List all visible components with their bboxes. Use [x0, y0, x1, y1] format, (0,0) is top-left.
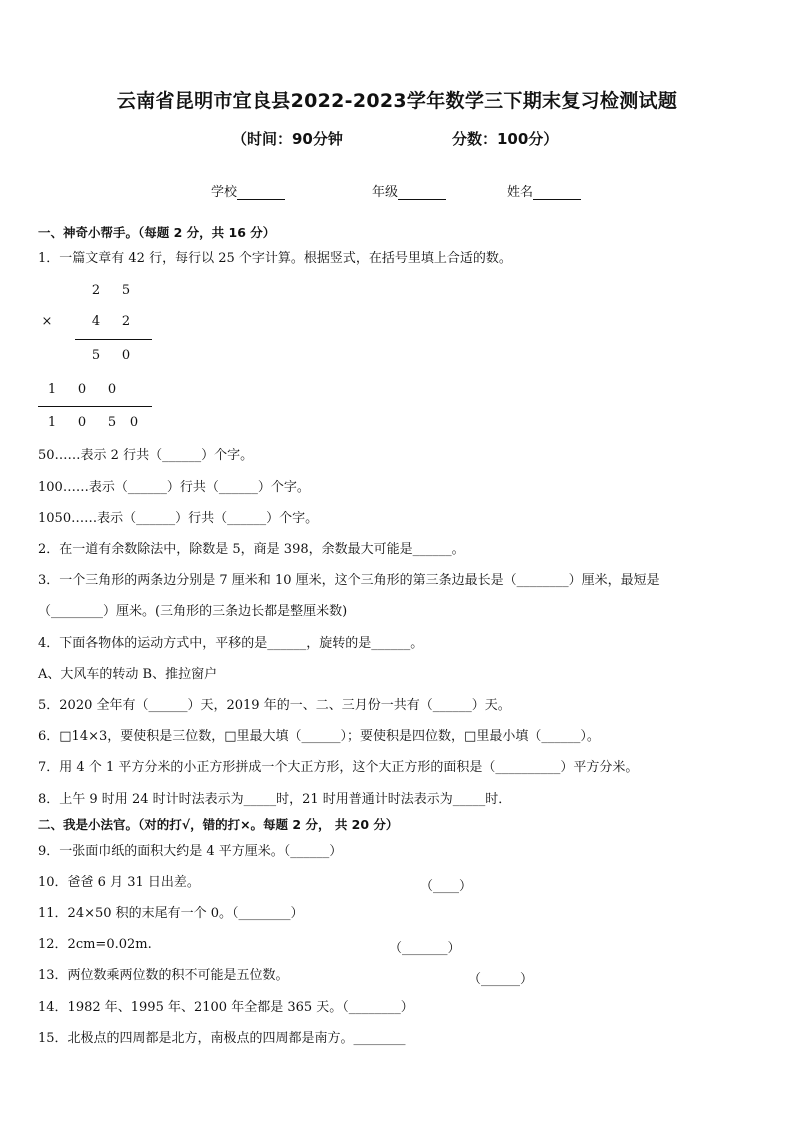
grade-label: 年级: [372, 185, 399, 200]
q12-text: 12．2cm=0.02m.: [38, 937, 152, 952]
calc-digit: 2: [91, 283, 101, 298]
q1-line2[interactable]: 100……表示（______）行共（______）个字。: [38, 480, 310, 495]
school-label: 学校: [211, 185, 238, 200]
q1-line3[interactable]: 1050……表示（______）行共（______）个字。: [38, 511, 319, 526]
q11-text[interactable]: 11．24×50 积的末尾有一个 0。（________）: [38, 906, 304, 921]
name-field[interactable]: [507, 181, 581, 200]
grade-field[interactable]: [372, 181, 446, 200]
calc-digit: 0: [121, 348, 131, 363]
q15-text[interactable]: 15．北极点的四周都是北方，南极点的四周都是南方。________: [38, 1031, 406, 1046]
name-blank[interactable]: [533, 187, 581, 200]
q1-line1[interactable]: 50……表示 2 行共（______）个字。: [38, 448, 254, 463]
exam-time: （时间：90分钟: [232, 130, 343, 148]
q2-text[interactable]: 2．在一道有余数除法中，除数是 5，商是 398，余数最大可能是______。: [38, 542, 465, 557]
calc-rule: [38, 406, 152, 407]
q6-text[interactable]: 6．□14×3，要使积是三位数，□里最大填（______）；要使积是四位数，□里最小填（______）。: [38, 729, 600, 744]
calc-digit: 5: [91, 348, 101, 363]
q5-text[interactable]: 5．2020 全年有（______）天，2019 年的一、二、三月份一共有（______）天。: [38, 698, 511, 713]
times-sign: ×: [41, 314, 53, 329]
section1-title: 一、神奇小帮手。（每题 2 分，共 16 分）: [38, 225, 276, 240]
q13-text: 13．两位数乘两位数的积不可能是五位数。: [38, 968, 289, 983]
q4-line2: A、大风车的转动 B、推拉窗户: [38, 667, 218, 682]
q8-text[interactable]: 8．上午 9 时用 24 时计时法表示为_____时，21 时用普通计时法表示为_____时．: [38, 792, 512, 807]
q1-text: 1．一篇文章有 42 行，每行以 25 个字计算。根据竖式，在括号里填上合适的数。: [38, 251, 512, 266]
q3-line1[interactable]: 3．一个三角形的两条边分别是 7 厘米和 10 厘米，这个三角形的第三条边最长是（________）厘米，最短是: [38, 573, 660, 588]
section2-title: 二、我是小法官。（对的打√，错的打×。每题 2 分， 共 20 分）: [38, 817, 399, 832]
calc-digit: 0: [129, 415, 139, 430]
q9-text[interactable]: 9．一张面巾纸的面积大约是 4 平方厘米。（______）: [38, 844, 343, 859]
calc-digit: 5: [121, 283, 131, 298]
grade-blank[interactable]: [398, 187, 446, 200]
name-label: 姓名: [507, 185, 534, 200]
q10-answer-blank[interactable]: （____）: [420, 879, 473, 894]
school-field[interactable]: [211, 181, 285, 200]
calc-digit: 2: [121, 314, 131, 329]
page-title: 云南省昆明市宜良县2022-2023学年数学三下期末复习检测试题: [116, 90, 678, 112]
calc-digit: 0: [77, 382, 87, 397]
calc-digit: 5: [107, 415, 117, 430]
calc-digit: 0: [107, 382, 117, 397]
q12-answer-blank[interactable]: （_______）: [389, 941, 461, 956]
calc-digit: 1: [47, 415, 57, 430]
calc-rule: [75, 339, 152, 340]
calc-digit: 4: [91, 314, 101, 329]
school-blank[interactable]: [237, 187, 285, 200]
q3-line2[interactable]: （________）厘米。(三角形的三条边长都是整厘米数): [38, 604, 348, 619]
calc-digit: 1: [47, 382, 57, 397]
q10-text: 10．爸爸 6 月 31 日出差。: [38, 875, 200, 890]
q14-text[interactable]: 14．1982 年、1995 年、2100 年全都是 365 天。（________）: [38, 1000, 414, 1015]
exam-score: 分数：100分）: [452, 130, 559, 148]
q13-answer-blank[interactable]: （______）: [468, 972, 534, 987]
calc-digit: 0: [77, 415, 87, 430]
q4-line1[interactable]: 4．下面各物体的运动方式中，平移的是______，旋转的是______。: [38, 636, 424, 651]
q7-text[interactable]: 7．用 4 个 1 平方分米的小正方形拼成一个大正方形，这个大正方形的面积是（__________）平方分米。: [38, 760, 639, 775]
